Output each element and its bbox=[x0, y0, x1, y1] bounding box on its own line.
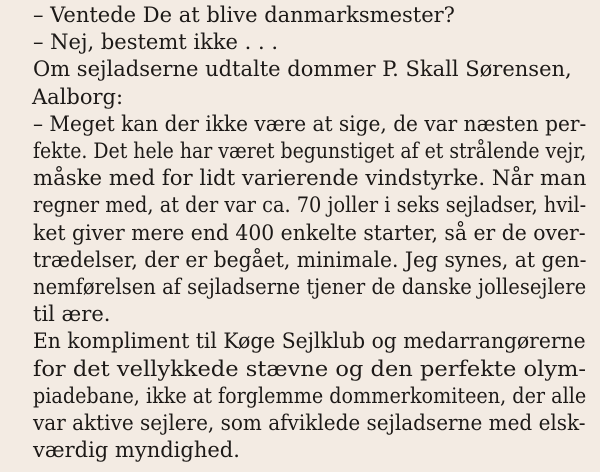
text-line: var aktive sejlere, som afviklede sejladserne med elsk- bbox=[33, 411, 586, 435]
text-line: – Ventede De at blive danmarksmester? bbox=[33, 3, 455, 27]
text-line: regner med, at der var ca. 70 joller i seks sejladser, hvil- bbox=[33, 193, 587, 218]
text-line: – Nej, bestemt ikke . . . bbox=[33, 30, 279, 55]
text-line: Om sejladserne udtalte dommer P. Skall Sørensen, bbox=[33, 57, 572, 82]
text-line: nemførelsen af sejladserne tjener de danske jollesejlere bbox=[33, 275, 587, 299]
text-line: Aalborg: bbox=[32, 84, 124, 109]
text-line: for det vellykkede stævne og den perfekte olym- bbox=[33, 356, 587, 381]
text-line: værdig myndighed. bbox=[33, 438, 240, 463]
text-line: til ære. bbox=[33, 302, 111, 327]
text-line: – Meget kan der ikke være at sige, de var næsten per- bbox=[33, 111, 587, 136]
text-line: fekte. Det hele har været begunstiget af et strålende vejr, bbox=[33, 139, 587, 163]
text-line: En kompliment til Køge Sejlklub og medarrangørerne bbox=[33, 329, 586, 354]
text-line: ket giver mere end 400 enkelte starter, så er de over- bbox=[33, 220, 586, 245]
text-line: piadebane, ikke at forglemme dommerkomiteen, der alle bbox=[33, 383, 587, 408]
text-line: måske med for lidt varierende vindstyrke. Når man bbox=[33, 166, 587, 191]
text-line: trædelser, der er begået, minimale. Jeg synes, at gen- bbox=[33, 247, 587, 272]
